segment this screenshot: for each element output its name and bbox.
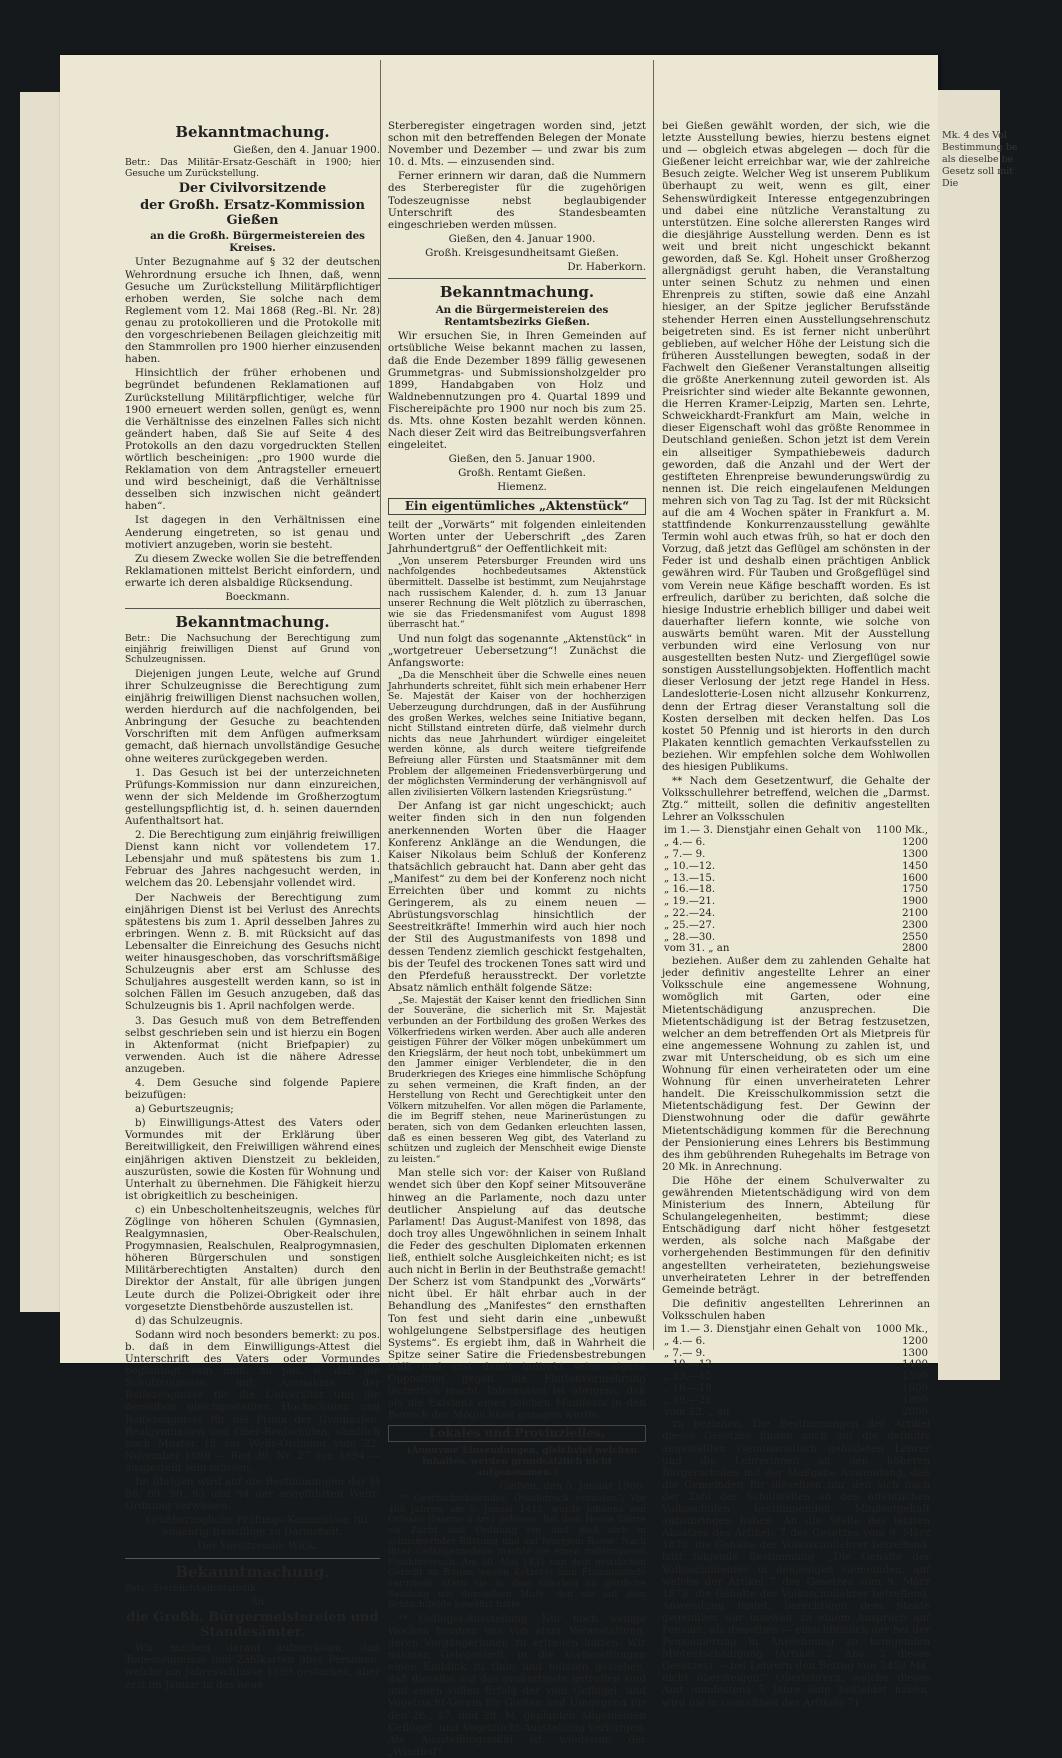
list-item: c) ein Unbescholtenheitszeugnis, welches für Zöglinge von höheren Schulen (Gymnasien, Realgymnasien, Ober-Realschulen, Progymnasien, Realschulen, Realprogymnasien, höheren Bürgerschulen und sonstigen Militärberechtigten Anstalten) durch den Direktor der Anstalt, für alle übrigen jungen Leute durch die Polizei-Obrigkeit oder ihre vorgesetzte Dienstbehörde auszustellen ist.: [125, 1203, 380, 1313]
adjacent-page-edge: [938, 90, 1018, 1380]
text-line: Mk. 4 des Vol: [942, 130, 1007, 141]
table-cell: 2100: [902, 908, 928, 920]
table-row: [662, 1348, 930, 1360]
notice-authority: Großh. Kreisgesundheitsamt Gießen.: [425, 246, 619, 259]
quote: „Se. Majestät der Kaiser kennt den friedlichen Sinn der Souveräne, die sicherlich mit Sr. Majestät verbunden an der Fortbildung des großen Werkes des Völkerfriedens wirken werden. Aber auch alle anderen geistigen Führer der Völker mögen unbekümmert um den Kriegslärm, der heut noch tobt, unbekümmert um den Jammer einiger Verblendeter, die in den Bruderkriegen des Krieges eine himmlische Schöpfung zu sehen vermeinen, die Kraft finden, an der Herstellung von Recht und Gerechtigkeit unter den Völkern mitzuhelfen. Vor allen mögen die Parlamente, die im Begriff stehen, neue Marinerüstungen zu beraten, sich von dem Gedanken erleuchten lassen, daß es einen besseren Weg gibt, des Vaterland zu schützen und zugleich der Menschheit ewige Dienste zu leisten.“: [388, 994, 646, 1165]
table-cell: 1500: [902, 1371, 928, 1383]
column-3: [662, 120, 930, 1709]
notice-subject: Betr.: Das Militär-Ersatz-Geschäft in 1900; hier Gesuche um Zurückstellung.: [125, 157, 380, 179]
notice-recipient: die Großh. Bürgermeistereien und Standesämter.: [126, 1610, 379, 1641]
list-item: 1. Das Gesuch ist bei der unterzeichneten Prüfungs-Kommission nur dann einzureichen, wenn der sich Meldende im Großherzogtum gestellungspflichtig ist, d. h. seinen dauernden Aufenthaltsort hat.: [125, 766, 380, 827]
notice-place-date: Gießen, den 4. Januar 1900.: [233, 144, 380, 156]
table-cell: 1000 Mk.,: [875, 1324, 928, 1336]
table-row: [662, 1395, 930, 1407]
paragraph: Im übrigen wird auf die Bestimmungen der §§ 88, 89, 90, 93 und 94 der angeführten Wehr-Ordnung verwiesen.: [125, 1475, 380, 1513]
notice-signature: Dr. Haberkorn.: [567, 261, 646, 274]
paragraph: ** Nach dem Gesetzentwurf, die Gehalte der Volksschullehrer betreffend, welchen die „Darmst. Ztg.“ mitteilt, sollen die definitiv angestellten Lehrer an Volksschulen: [662, 775, 930, 824]
table-row: [662, 1371, 930, 1383]
paragraph: Die definitiv angestellten Lehrerinnen an Volksschulen haben: [662, 1297, 930, 1322]
paragraph: Unter Bezugnahme auf § 32 der deutschen Wehrordnung ersuche ich Ihnen, daß, wenn Gesuche um Zurückstellung Militärpflichtiger erhoben werden, Sie solche nach dem Reglement vom 12. Mai 1868 (Reg.-Bl. Nr. 28) genau zu protokollieren und die Protokolle mit den vorgeschriebenen Beilagen gleichzeitig mit den Stammrollen pro 1900 hierher einzusenden haben.: [125, 256, 380, 366]
notice-an: An: [250, 1596, 265, 1609]
notice-place-date: Gießen, den 5. Januar 1900.: [448, 453, 596, 466]
table-cell: 2800: [902, 943, 928, 955]
table-cell: 1200: [902, 837, 928, 849]
table-cell: 1400: [902, 1359, 928, 1371]
text-line: Bestimmung be: [942, 142, 1018, 153]
paragraph: zu beziehen. Die Bestimmungen der Artikel dieses Gesetzes finden auch auf die definitiv angestellten (seminaristisch gebildeten Lehrer und die Lehrerinnen an den höheren Bürgerschulen mit der Maßgabe Anwendung, daß die Gemeinden für dieselben nur den sich nach der Zahl der Schulstellen an den öffentlichen Volksschulen bestimmenden Mindestgehalt aufzubringen haben. An die Stelle des letzten Absatzes des Artikels 7 des Gesetzes vom 9. März 1878, die Gehalte der Volksschullehrer betreffend, tritt folgende Bestimmung: „Die Gehalte der Volksschullehrer in denjenigen Gemeinden, auf welche der Artikel 7 des Gesetzes vom 9. März 1878, die Gehalte der Volksschullehrer betreffend, Anwendung findet, berechtigen dem Staate gegenüber nur insoweit zu einem Anspruch auf Pension, als dieselben — einschließlich der bei der Pensionierung in Anrechnung zu bringenden Mietentschädigung (Artikel 2 Abs. 3 dieses Gesetzes) — bei Lehrern den Betrag von 2450 Mk. nicht übersteigen.“ Oberlehrern, welche dieses Amt mindestens 5 Jahre lang bekleidet haben, wird die in Gemäßheit des Artikels 71: [662, 1418, 930, 1709]
table-cell: „ 4.— 6.: [664, 1335, 706, 1347]
table-cell: „ 16.—18.: [664, 884, 716, 896]
table-cell: „ 25.—27.: [664, 919, 716, 931]
table-cell: 2300: [902, 919, 928, 931]
table-cell: „ 16.—18.: [664, 1383, 716, 1394]
table-cell: 1300: [902, 849, 928, 861]
paragraph: bei Gießen gewählt worden, der sich, wie die letzte Ausstellung bewies, hierzu bestens eignet und — obgleich etwas abgelegen — doch für die Gießener leicht erreichbar war, wie der zahlreiche Besuch zeigte. Welcher Weg ist unserem Publikum überhaupt zu weit, wenn es gilt, einer Sehenswürdigkeit Interesse entgegenzubringen und dabei eine nützliche Veranstaltung zu unterstützen. Eine solche allerersten Ranges wird die diesjährige Ausstellung werden. Denn es ist weit und breit nicht ungeschickt bekannt geworden, daß Se. Kgl. Hoheit unser Großherzog allergnädigst geruht haben, die Veranstaltung unter seinen Schutz zu nehmen und einen Ehrenpreis zu stiften, sowie daß eine Anzahl hiesiger, an der Spitze jeglicher Berufsstände stehender Herren einen Ausstellungsehrenschutz beigetreten sind. Es ist ferner nicht unberührt geblieben, auf welcher Höhe der Leistung sich die früheren Ausstellungen bewegten, sodaß in der Fachwelt den Gießener Veranstaltungen allseitig die größte Anerkennung zuteil geworden ist. Als Preisrichter sind wieder alte Bekannte gewonnen, die Herren Kramer-Leipzig, Marten sen. Lehrte, Schweickhardt-Frankfurt am Main, welche in dieser Eigenschaft wohl das größte Renommee in Deutschland genießen. Schon jetzt ist dem Verein ein allseitiger Sympathiebeweis dadurch geworden, daß die Anzahl und der Wert der gestifteten Ehrenpreise bewunderungswürdig zu nennen ist. Die reich eingelaufenen Meldungen mehren sich von Tag zu Tag. Ist der mit Rücksicht auf die am 4 Wochen später in Frankfurt a. M. stattfindende Konkurrenzausstellung gewählte Termin wohl auch etwas früh, so hat er doch den Vorzug, daß jetzt das Geflügel am schönsten in der Feder ist und deshalb einen prächtigen Anblick gewähren wird. Für Tauben und Großgeflügel sind vom Verein neue Käfige beschafft worden. Es ist erfreulich, darüber zu berichten, daß solche die hiesige Industrie erheblich billiger und dabei weit dauerhafter liefern konnte, wie solche von auswärts bemüht waren. Mit der Ausstellung verbunden wird eine Verlosung von nur ausgestellten besten Nutz- und Ziergeflügel sowie sonstigen Ausstellungsobjekten. Hoffentlich macht dieser Verlosung der jetzt rege Handel in Hess. Landeslotterie-Losen nicht allzusehr Konkurrenz, denn der Ertrag dieser Veranstaltung soll die Kosten derselben mit decken helfen. Das Los kostet 50 Pfennig und ist hierorts in den durch Plakaten kenntlich gemachten Verkaufsstellen zu beziehen. Wir empfehlen solche dem Wohlwollen des hiesigen Publikums.: [662, 120, 930, 773]
paragraph: Man stelle sich vor: der Kaiser von Rußland wendet sich über den Kopf seiner Mitsouveräne hinweg an die Parlamente, noch dazu unter deutlicher Anspielung auf das deutsche Parlament! Das August-Manifest von 1898, das doch troy alles Ungewöhnlichen in seinem Inhalt die Feder des geschulten Diplomaten erkennen ließ, enthielt solche Ausgleichkeiten nicht; es ist auch nicht in Berlin in der Beuthstraße gemacht! Der Scherz ist vom Standpunkt des „Vorwärts“ nicht übel. Er hält ehrbar auch in der Behandlung des „Manifestes“ den ernsthaften Ton fest und sieht darin eine „unbewußt wohlgelungene Selbstpersiflage des heutigen Systems“. Es ergiebt ihm, daß in Wahrheit die Spitze seiner Satire die Friedensbestrebungen trifft und erst damit indirekt seine eigene Opposition gegen die Flottenvermehrung lächerlich macht. Interessant ist übrigens, daß als die Existenz eines solchen Manifests in den Bereich der Möglichkeit gezogen wurde.: [388, 1167, 646, 1422]
table-cell: im 1.— 3. Dienstjahr einen Gehalt von: [664, 825, 862, 837]
news-item: ** Geschichtskalender. (Nachdruck verboten.) Vor 488 Jahren, am 6. Januar 1412, wurde Johanna von Orleans (Jeanne d'Arc) geboren. Bei dem Heere führte sie Zucht und Ordnung ein und gieß sich in schimmernder Rüstung und auf feurigem Rosse. Nach ihrer Gefangennahme machte sie einen mißlungenen Fluchtversuch. Am 30. Mai 1431 von dem geistlichen Gericht zu Rouen wegen Ketzerei zum Flammentode verurteilt, starb sie in dem Glauben an göttliche Sendung mit demselben Mute, den sie auf dem Schlachtfelde bewährt hatte.: [388, 1493, 646, 1611]
table-cell: „ 22.—24.: [664, 908, 716, 920]
paragraph: Der Nachweis der Berechtigung zum einjährigen Dienst ist bei Verlust des Anrechts spätestens bis zum 1. April desselben Jahres zu erbringen. Wenn z. B. mit Rücksicht auf das Lebensalter die Einreichung des Gesuchs nicht weiter hinausgeschoben, das vorschriftsmäßige Schulzeugnis aber erst am Schlusse des Schuljahres ausgestellt werden kann, so ist in solchen Fällen im Gesuch anzugeben, daß das Schulzeugnis bis 1. April nachfolgen werde.: [125, 891, 380, 1013]
paragraph: beziehen. Außer dem zu zahlenden Gehalte hat jeder definitiv angestellte Lehrer an einer Volksschule eine angemessene Wohnung, womöglich mit Garten, oder eine Mietentschädigung anzusprechen. Die Mietentschädigung ist der Betrag festzusetzen, welcher an dem betreffenden Ort als Mietpreis für eine angemessene Wohnung zu zahlen ist, und zwar mit Unterscheidung, ob es sich um eine Wohnung für einen verheirateten oder um eine Wohnung für einen unverheirateten Lehrer handelt. Die Kreisschulkommission setzt die Mietentschädigung fest. Der Gewinn der Dienstwohnung oder die dafür gewährte Mietentschädigung kommen für die Berechnung der Pensionierung eines Lehrers bis Bestimmung des ihm gebührenden Ruhegehalts im Betrage von 20 Mk. in Anrechnung.: [662, 955, 930, 1173]
table-row: [662, 1359, 930, 1371]
quote: „Von unserem Petersburger Freunden wird uns nachfolgendes hochbedeutsames Aktenstück übermittelt. Dasselbe ist bestimmt, zum Neujahrstage nach russischem Kalender, d. h. zum 13 Januar unserer Rechnung die Welt plötzlich zu überraschen, wie sie das Friedensmanifest vom August 1898 überrascht hat.“: [388, 555, 646, 631]
paragraph: Diejenigen jungen Leute, welche auf Grund ihrer Schulzeugnisse die Berechtigung zum einjährig freiwilligen Dienst nachsuchen wollen, werden hierdurch auf die nachfolgenden, bei Anbringung der Gesuche zu beachtenden Vorschriften mit dem Anfügen aufmerksam gemacht, daß hiernach unvollständige Gesuche ohne weiteres zurückgegeben werden.: [125, 667, 380, 765]
table-cell: 1600: [902, 1383, 928, 1394]
text-line: Gesetz soll mit: [942, 166, 1014, 177]
paragraph: Hinsichtlich der früher erhobenen und begründet befundenen Reklamationen auf Zurückstellung Militärpflichtiger, welche für 1900 erneuert werden sollen, genügt es, wenn die Verhältnisse des einzelnen Falles sich nicht geändert haben, daß Sie auf Seite 4 des Protokolls an den dazu vorgedruckten Stellen wörtlich bescheinigen: „pro 1900 wurde die Reklamation von dem Antragsteller erneuert und wird bescheinigt, daß die Verhältnisse desselben sich inzwischen nicht geändert haben“.: [125, 367, 380, 513]
notice-recipient: An die Bürgermeistereien des Rentamtsbezirks Gießen.: [435, 304, 609, 329]
notice-place-date: Gießen, den 4. Januar 1900.: [448, 232, 596, 245]
notice-title: Bekanntmachung.: [175, 613, 330, 632]
table-cell: „ 10.—12.: [664, 860, 716, 872]
table-cell: 1300: [902, 1347, 928, 1359]
table-row: [662, 1383, 930, 1395]
table-cell: 1450: [902, 860, 928, 872]
table-row: [662, 825, 930, 837]
list-item: 4. Dem Gesuche sind folgende Papiere beizufügen:: [125, 1076, 380, 1102]
paragraph: teilt der „Vorwärts“ mit folgenden einleitenden Worten unter der Ueberschrift „des Zaren Jahrhundertgruß“ der Oeffentlichkeit mit:: [388, 518, 646, 555]
table-row: [662, 1336, 930, 1348]
notice-signature: Boeckmann.: [225, 591, 290, 603]
salary-table-teachers: [662, 825, 930, 955]
paragraph: Wir ersuchen Sie, in Ihren Gemeinden auf ortsübliche Weise bekannt machen zu lassen, daß die Ende Dezember 1899 fällig gewesenen Grummetgras- und Submissionsholzgelder pro 1899, Handabgaben von Holz und Waldnebennutzungen pro 4. Quartal 1899 und Fischereipächte pro 1900 nur noch bis zum 25. ds. Mts. ohne Kosten bezahlt werden können. Nach dieser Zeit wird das Beitreibungsverfahren eingeleitet.: [388, 330, 646, 452]
notice-title: Bekanntmachung.: [175, 123, 330, 141]
notice-subject: Betr.: Sterblichkeitsstatistik.: [125, 1582, 259, 1594]
notice-subject: Betr.: Die Nachsuchung der Berechtigung zum einjährig freiwilligen Dienst auf Grund von Schulzeugnissen.: [125, 633, 380, 666]
table-row: [662, 861, 930, 873]
notice-title: Bekanntmachung.: [175, 1562, 330, 1581]
table-row: [662, 884, 930, 896]
table-row: [662, 943, 930, 955]
quote: „Da die Menschheit über die Schwelle eines neuen Jahrhunderts schreitet, fühlt sich mein erhabener Herr Se. Majestät der Kaiser von der hochherzigen Ueberzeugung durchdrungen, daß in der Ausführung des großen Werkes, welches seine Initiative begann, nicht Stillstand eintreten dürfe, daß vielmehr durch nichts das neue Jahrhundert würdiger eingeleitet werden könne, als durch weitere tiefgreifende Befreiung aller Fürsten und Staatsmänner mit dem Problem der allgemeinen Friedensverbürgerung und der möglichsten Verminderung der verhängnisvoll auf allen zivilisierten Völkern lastenden Kriegsrüstung.“: [388, 670, 646, 798]
paragraph: Sterberegister eingetragen worden sind, jetzt schon mit den betreffenden Belegen der Monate November und Dezember — und zwar bis zum 10. d. Mts. — einzusenden sind.: [388, 120, 646, 169]
table-cell: im 1.— 3. Dienstjahr einen Gehalt von: [664, 1324, 862, 1336]
list-item: d) das Schulzeugnis.: [135, 1314, 243, 1327]
salary-table-female-teachers: [662, 1324, 930, 1418]
paragraph: Der Anfang ist gar nicht ungeschickt; auch weiter finden sich in den nun folgenden anerkennenden Worten über die Haager Konferenz Anklänge an die Wendungen, die Kaiser Nikolaus beim Schluß der Konferenz thatsächlich gebraucht hat. Dann aber geht das „Manifest“ zu dem bei der Konferenz noch nicht Erreichten über und kommt zu nichts Geringerem, als zu einem neuen — Abrüstungsvorschlag hinsichtlich der Seestreitkräfte! Immerhin wird auch hier noch der Stil des Augustmanifests von 1898 und dessen Tendenz ziemlich geschickt festgehalten, bis der Teufel des trockenen Tones satt wird und den Pferdefuß herausstreckt. Der vorletzte Absatz nämlich enthält folgende Sätze:: [388, 800, 646, 994]
paragraph: Ist dagegen in den Verhältnissen eine Aenderung eingetreten, so ist genau und motiviert anzugeben, worin sie besteht.: [125, 514, 380, 551]
text-line: als dieselbe be: [942, 154, 1014, 165]
separator: [125, 608, 380, 609]
table-cell: 2000: [902, 1406, 928, 1418]
table-row: [662, 849, 930, 861]
column-1: [125, 120, 380, 1691]
table-cell: „ 10.—12.: [664, 1359, 716, 1371]
table-cell: „ 13.—15.: [664, 1371, 716, 1383]
notice-title: Bekanntmachung.: [439, 283, 595, 302]
list-item: 3. Das Gesuch muß von dem Betreffenden selbst geschrieben sein und ist hierzu ein Bogen in Aktenformat (nicht Briefpapier) zu verwenden. Auch ist die nähere Adresse anzugeben.: [125, 1014, 380, 1075]
paragraph: Wir machen darauf aufmerksam, daß Todeszeugnisse und Zählkarten über Personen, welche am Jahresschlusse 1899 gestorben, aber erst im Januar in das neue: [125, 1642, 380, 1691]
article-title: Ein eigentümliches „Aktenstück“: [388, 498, 646, 515]
adjacent-page-text: [942, 130, 1062, 190]
table-row: [662, 932, 930, 944]
notice-signature: Hiemenz.: [497, 481, 547, 494]
table-row: [662, 908, 930, 920]
section-title: Lokales und Provinzielles.: [388, 1425, 646, 1442]
notice-authority: Großh. Rentamt Gießen.: [458, 467, 586, 480]
table-cell: 1100 Mk.,: [875, 825, 928, 837]
table-cell: 1900: [902, 896, 928, 908]
table-cell: 1600: [902, 872, 928, 884]
notice-authority: der Großh. Ersatz-Kommission Gießen: [140, 198, 365, 229]
column-2: [388, 120, 646, 1758]
table-cell: „ 7.— 9.: [664, 1347, 706, 1359]
paragraph: Und nun folgt das sogenannte „Aktenstück“ in „wortgetreuer Uebersetzung“! Zunächst die Anfangsworte:: [388, 632, 646, 670]
text-line: Die: [942, 178, 959, 189]
table-cell: „ 13.—15.: [664, 872, 716, 884]
paragraph: Die Höhe der einem Schulverwalter zu gewährenden Mietentschädigung wird von dem Ministerium des Innern, Abteilung für Schulangelegenheiten, bestimmt; diese Entschädigung darf nicht höher festgesetzt werden, als solche nach Maßgabe der vorhergehenden Bestimmungen für den definitiv angestellten verheirateten, beziehungsweise unverheirateten Lehrer in der betreffenden Gemeinde beträgt.: [662, 1174, 930, 1296]
separator: [388, 278, 646, 279]
separator: [125, 1558, 380, 1559]
table-cell: „ 19.—21.: [664, 1394, 716, 1406]
column-rule: [380, 60, 381, 1350]
list-item: a) Geburtszeugnis;: [135, 1103, 234, 1116]
paragraph: Zu diesem Zwecke wollen Sie die betreffenden Reklamationen mittelst Bericht einfordern, und erwarte ich deren alsbaldige Rücksendung.: [125, 552, 380, 589]
notice-authority: Der Civilvorsitzende: [178, 181, 327, 197]
section-note: (Anonyme Einsendungen, gleichviel welchen Inhaltes, werden grundsätzlich nicht aufgenommen.): [407, 1445, 637, 1478]
table-cell: 1750: [902, 884, 928, 896]
table-cell: 1200: [902, 1335, 928, 1347]
news-item: ** Geflügel-Ausstellung. Nur noch wenige Wochen trennen uns von einer Veranstaltung, deren Vorgängerinnen zu erfreuen hatten. Wir nahmen Gelegenheit, in die Vorbereitungen einen Einblick zu thun und müssen gestehen, daß dieselbe auf das großartigste getroffen sind und einen vollen Erfolg der vom Geflügel- und Vogelzucht-Verein für Gießen und Umgegend für den 26., 27. und 28. M. geplanten Allgemeinen Geflügel- und Vogelzucht-Ausstellung verbürgen. Als Ausstellungslokal ist wiederum der „Windhof“: [388, 1612, 646, 1758]
section-place-date: Gießen, den 5. Januar 1900.: [499, 1480, 646, 1493]
table-row: [662, 837, 930, 849]
table-cell: „ 4.— 6.: [664, 837, 706, 849]
paragraph: Ferner erinnern wir daran, daß die Nummern des Sterberegister für die zugehörigen Todeszeugnisse nebst beglaubigender Unterschrift des Standesbeamten eingeschrieben werden müssen.: [388, 170, 646, 231]
table-row: [662, 873, 930, 885]
column-rule: [653, 60, 654, 1350]
paragraph: Sodann wird noch besonders bemerkt: zu pos. b. daß in dem Einwilligungs-Attest die Unterschrift des Vaters oder Vormundes beglaubigt sein muß; zu pos. d. daß die Schulzeugnisse, mit Ausnahme der Reifezeugnisse für die Universität und die derselben gleichgestellten Hochschulen und Reifezeugnisse für die Prima der Gymnasien, Realgymnasien und Ober-Realschulen, sämtlich nach Muster 18 zur Wehr-Ordnung vom 22. November 1888 — Reg.-Bl. Nr. 27 von 1894 — ausgestellt sein müssen.: [125, 1328, 380, 1474]
table-row: [662, 920, 930, 932]
list-item: 2. Die Berechtigung zum einjährig freiwilligen Dienst kann nicht vor vollendetem 17. Lebensjahr und muß spätestens bis zum 1. Februar des Jahres nachgesucht werden, in welchem das 20. Lebensjahr vollendet wird.: [125, 829, 380, 890]
table-row: [662, 1324, 930, 1336]
table-row: [662, 896, 930, 908]
table-cell: „ 19.—21.: [664, 896, 716, 908]
table-cell: vom 22. „ an: [664, 1406, 730, 1418]
table-cell: „ 7.— 9.: [664, 849, 706, 861]
table-cell: 2550: [902, 931, 928, 943]
notice-authority: Großherzogliche Prüfungs-Kommission für einjährig-freiwillige zu Darmstadt.: [145, 1514, 370, 1539]
list-item: b) Einwilligungs-Attest des Vaters oder Vormundes mit der Erklärung über Bereitwilligkeit, den Freiwilligen während eines einjährigen aktiven Dienstzeit zu bekleiden, auszurüsten, sowie die Kosten für Wohnung und Unterhalt zu übernehmen. Die Fähigkeit hierzu ist obrigkeitlich zu bescheinigen.: [125, 1117, 380, 1202]
table-cell: 1800: [902, 1394, 928, 1406]
notice-signature: Der Vorsitzende: Wick.: [197, 1540, 318, 1553]
table-cell: vom 31. „ an: [664, 943, 730, 955]
table-row: [662, 1407, 930, 1419]
notice-recipient: an die Großh. Bürgermeistereien des Kreises.: [150, 230, 365, 255]
table-cell: „ 28.—30.: [664, 931, 716, 943]
